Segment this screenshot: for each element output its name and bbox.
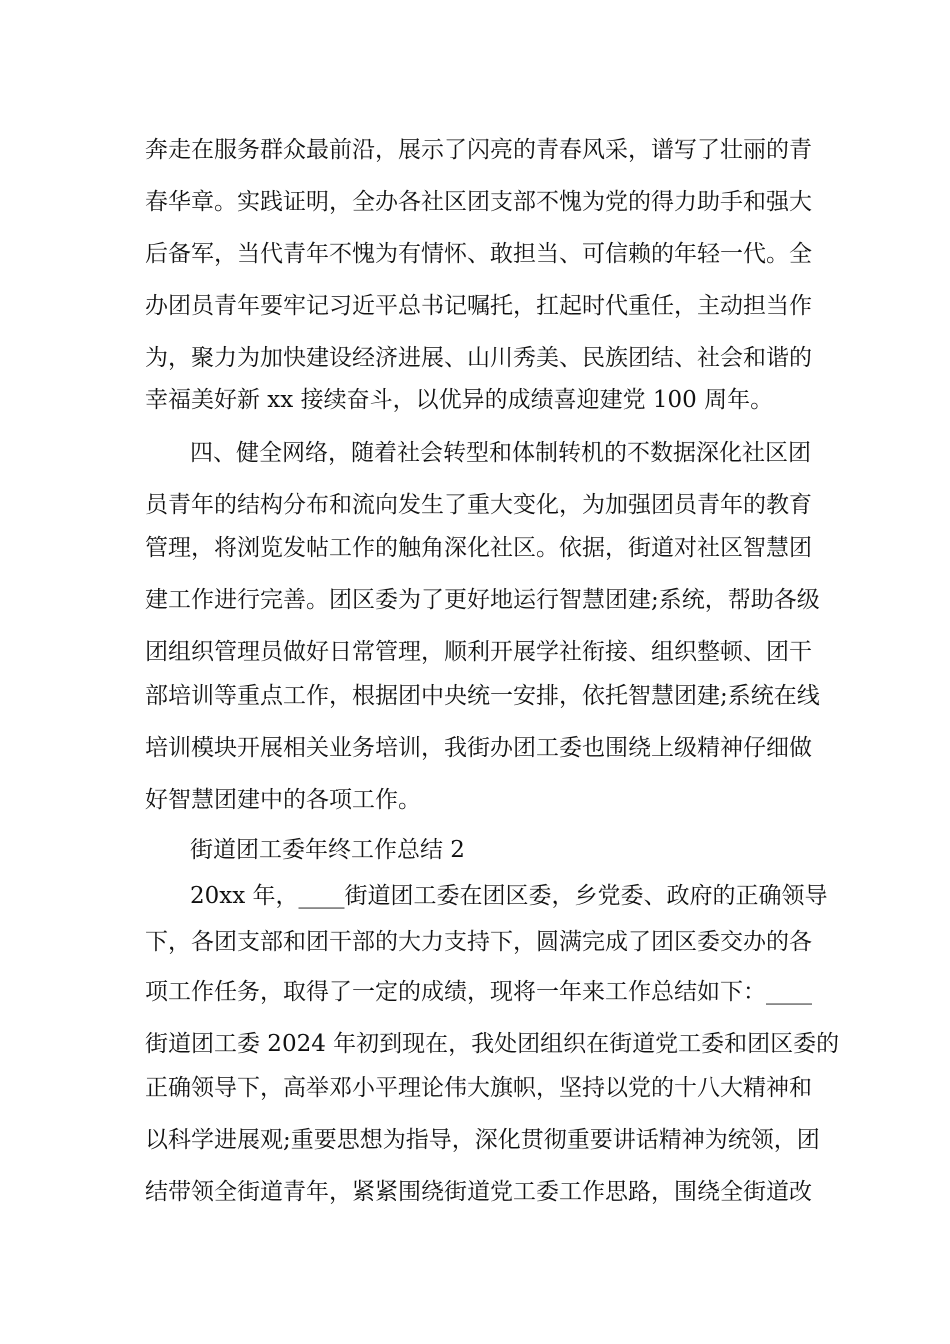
text-line: 街道团工委 2024 年初到现在，我处团组织在街道党工委和团区委的 — [145, 1031, 840, 1057]
text-line: 幸福美好新 xx 接续奋斗，以优异的成绩喜迎建党 100 周年。 — [145, 387, 774, 413]
text-line: 下，各团支部和团干部的大力支持下，圆满完成了团区委交办的各 — [145, 929, 812, 955]
text-line: 项工作任务，取得了一定的成绩，现将一年来工作总结如下：____ — [145, 979, 812, 1005]
text-line: 奔走在服务群众最前沿，展示了闪亮的青春风采，谱写了壮丽的青 — [145, 137, 812, 163]
text-line: 员青年的结构分布和流向发生了重大变化，为加强团员青年的教育 — [145, 492, 812, 518]
text-line: 建工作进行完善。团区委为了更好地运行智慧团建;系统，帮助各级 — [145, 587, 820, 613]
text-line: 管理，将浏览发帖工作的触角深化社区。依据，街道对社区智慧团 — [145, 535, 812, 561]
section-heading: 街道团工委年终工作总结 2 — [190, 837, 465, 863]
text-line: 20xx 年，____街道团工委在团区委，乡党委、政府的正确领导 — [190, 883, 828, 909]
text-line: 好智慧团建中的各项工作。 — [145, 787, 421, 813]
text-line: 后备军，当代青年不愧为有情怀、敢担当、可信赖的年轻一代。全 — [145, 241, 812, 267]
text-line: 部培训等重点工作，根据团中央统一安排，依托智慧团建;系统在线 — [145, 683, 820, 709]
text-line: 办团员青年要牢记习近平总书记嘱托，扛起时代重任，主动担当作 — [145, 293, 812, 319]
text-line: 以科学进展观;重要思想为指导，深化贯彻重要讲话精神为统领，团 — [145, 1127, 820, 1153]
text-line: 培训模块开展相关业务培训，我街办团工委也围绕上级精神仔细做 — [145, 735, 812, 761]
text-line: 结带领全街道青年，紧紧围绕街道党工委工作思路，围绕全街道改 — [145, 1179, 812, 1205]
text-line: 为，聚力为加快建设经济进展、山川秀美、民族团结、社会和谐的 — [145, 345, 812, 371]
text-line: 团组织管理员做好日常管理，顺利开展学社衔接、组织整顿、团干 — [145, 639, 812, 665]
text-line: 正确领导下，高举邓小平理论伟大旗帜，坚持以党的十八大精神和 — [145, 1075, 812, 1101]
text-line: 春华章。实践证明，全办各社区团支部不愧为党的得力助手和强大 — [145, 189, 812, 215]
text-line: 四、健全网络，随着社会转型和体制转机的不数据深化社区团 — [190, 440, 811, 466]
